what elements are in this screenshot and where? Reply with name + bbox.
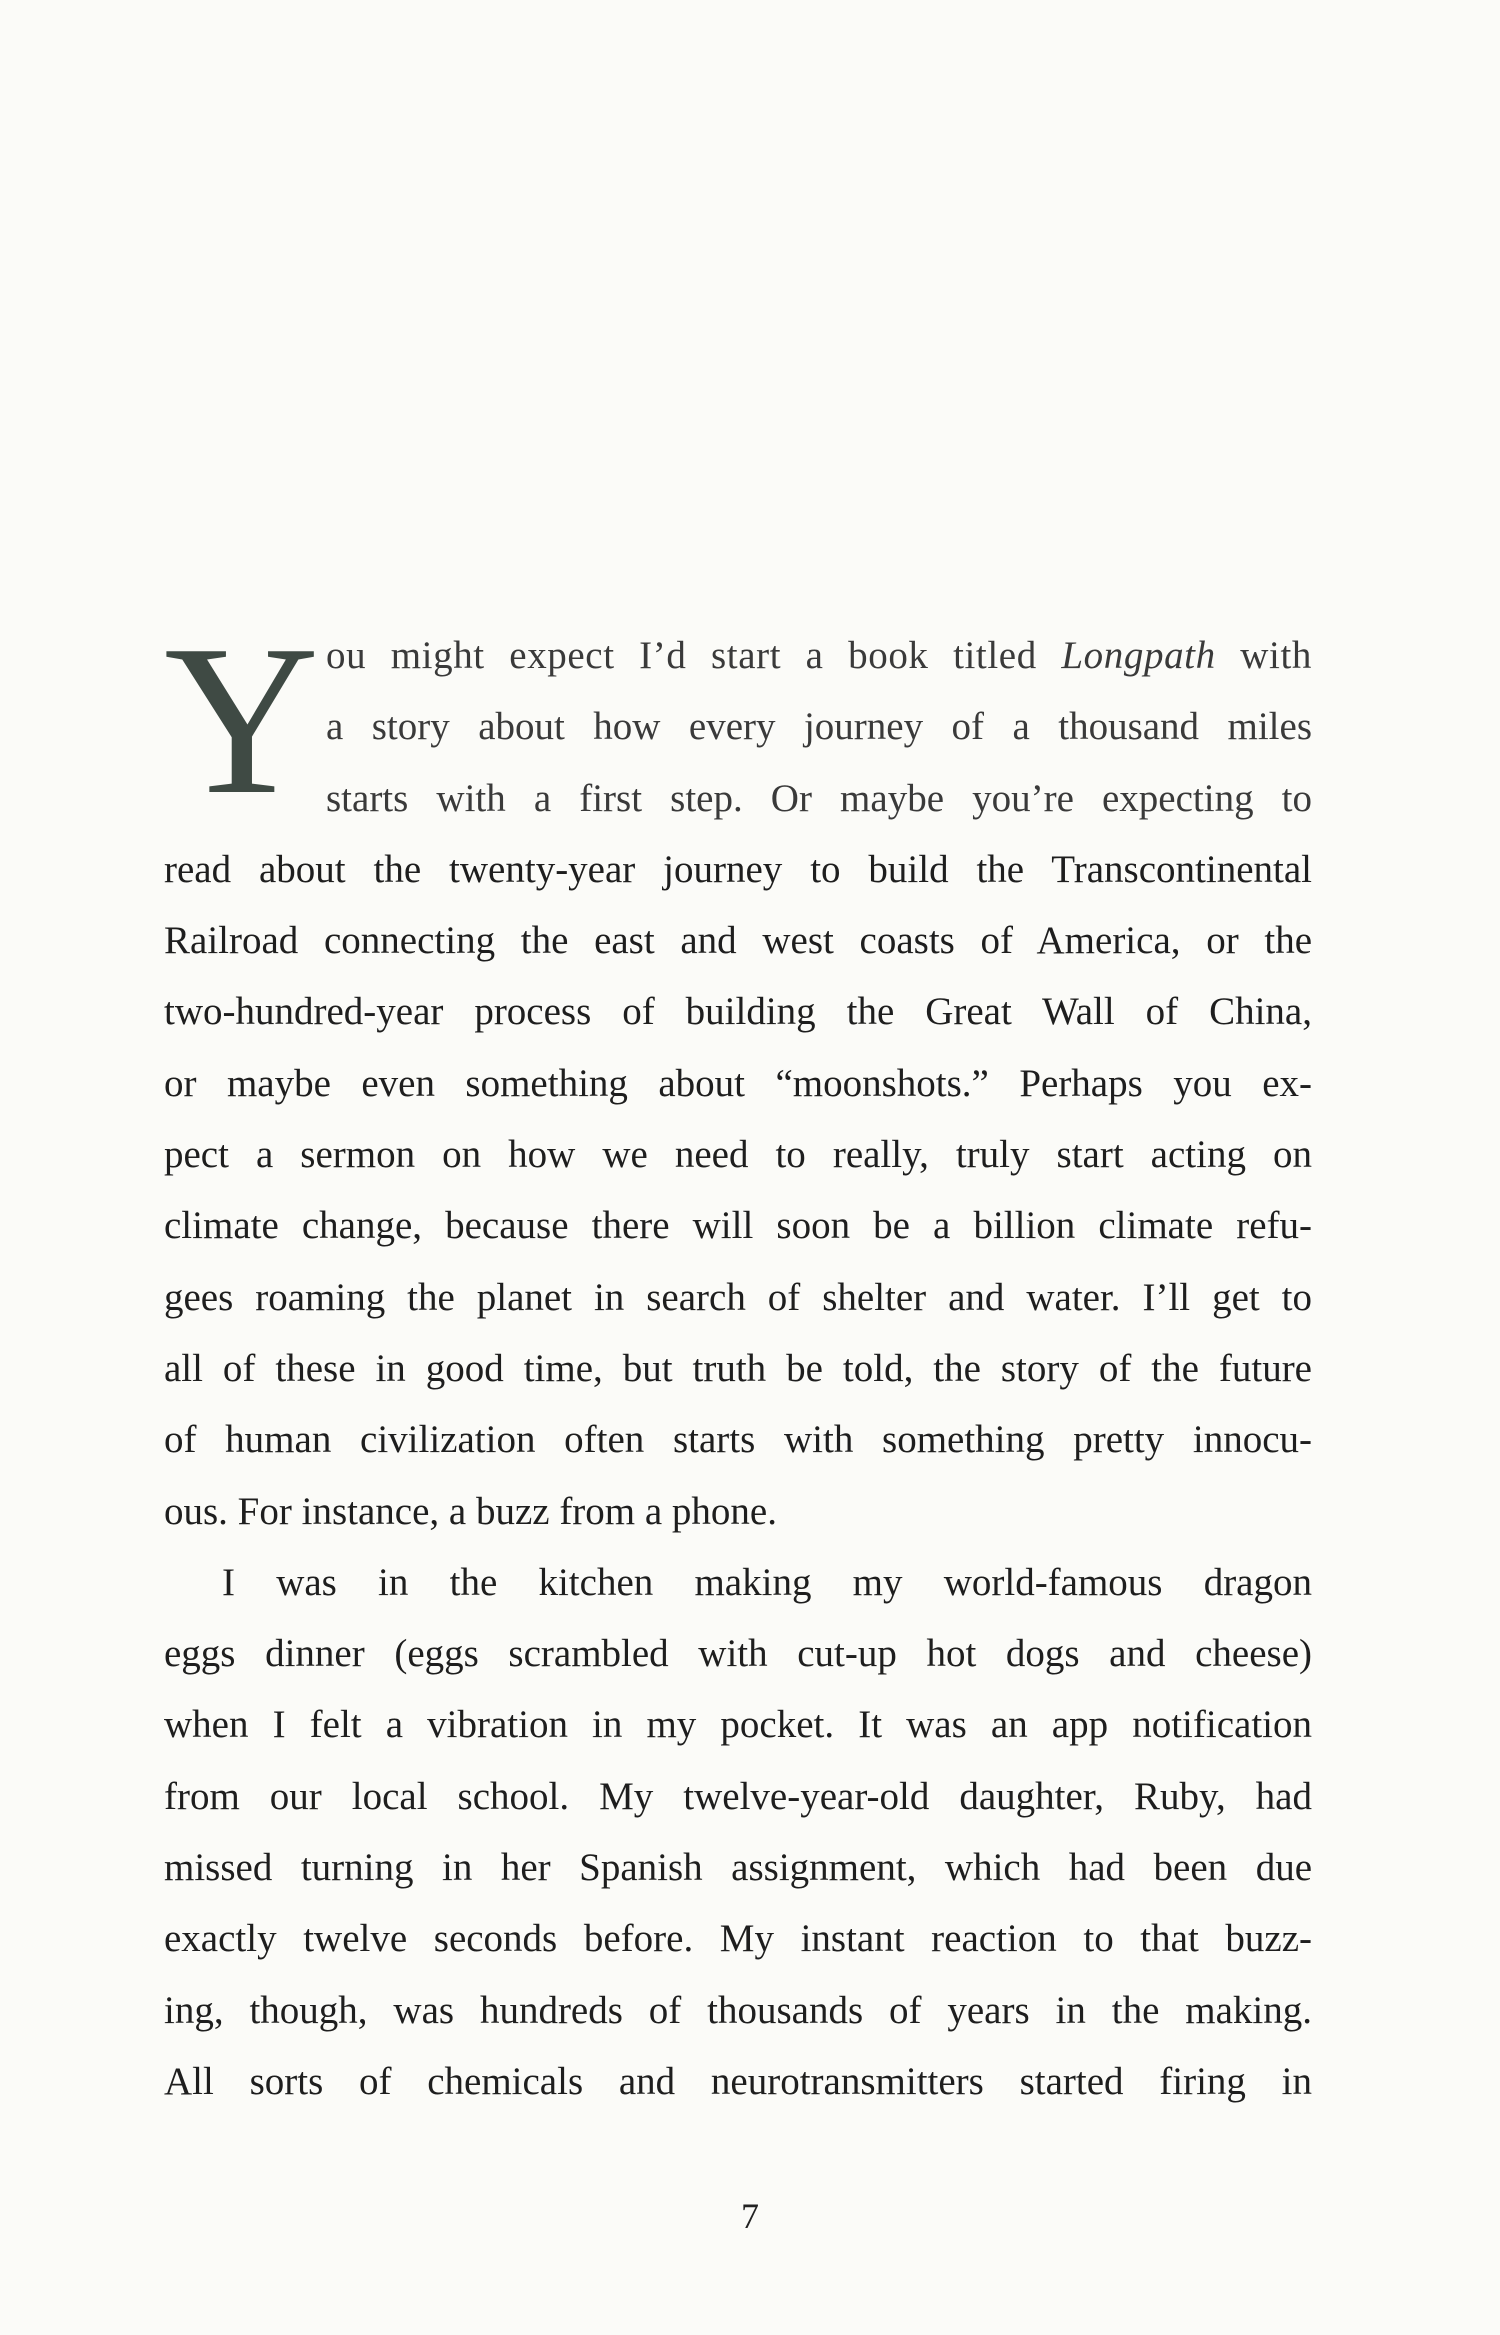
text-line: exactly twelve seconds before. My instant reaction to that buzz- xyxy=(164,1917,1312,1961)
text-line: eggs dinner (eggs scrambled with cut-up hot dogs and cheese) xyxy=(164,1632,1312,1676)
text-line: a story about how every journey of a thousand miles xyxy=(326,705,1312,749)
text-line: when I felt a vibration in my pocket. It was an app notification xyxy=(164,1703,1312,1747)
body-text xyxy=(164,600,1312,2117)
text-line: of human civilization often starts with something pretty innocu- xyxy=(164,1418,1312,1462)
text-line: missed turning in her Spanish assignment, which had been due xyxy=(164,1846,1312,1890)
book-title-italic: Longpath xyxy=(1061,634,1216,677)
text-line: ing, though, was hundreds of thousands of years in the making. xyxy=(164,1988,1312,2032)
text-line: two-hundred-year process of building the Great Wall of China, xyxy=(164,990,1312,1034)
text-line: I was in the kitchen making my world-famous dragon xyxy=(222,1560,1312,1604)
paragraph-2 xyxy=(164,1547,1312,2117)
line-1-start: ou might expect I’d start a book titled xyxy=(326,634,1037,677)
opening-with-dropcap xyxy=(164,600,1312,839)
paragraph-1 xyxy=(164,834,1312,1547)
text-line: gees roaming the planet in search of shelter and water. I’ll get to xyxy=(164,1275,1312,1319)
text-line: from our local school. My twelve-year-old daughter, Ruby, had xyxy=(164,1774,1312,1818)
text-line: ous. For instance, a buzz from a phone. xyxy=(164,1489,777,1533)
text-line: or maybe even something about “moonshots.” Perhaps you ex- xyxy=(164,1061,1312,1105)
text-line xyxy=(164,620,1312,691)
drop-cap-letter: Y xyxy=(164,600,320,839)
text-line: Railroad connecting the east and west coasts of America, or the xyxy=(164,919,1312,963)
text-line: pect a sermon on how we need to really, truly start acting on xyxy=(164,1133,1312,1177)
text-line: all of these in good time, but truth be told, the story of the future xyxy=(164,1346,1312,1390)
line-1-end: with xyxy=(1240,634,1312,677)
text-line: climate change, because there will soon be a billion climate refu- xyxy=(164,1204,1312,1248)
text-line: read about the twenty-year journey to build the Transcontinental xyxy=(164,847,1312,891)
text-line: All sorts of chemicals and neurotransmitters started firing in xyxy=(164,2059,1312,2103)
text-line: starts with a first step. Or maybe you’re expecting to xyxy=(326,776,1312,820)
page-number: 7 xyxy=(741,2196,759,2236)
